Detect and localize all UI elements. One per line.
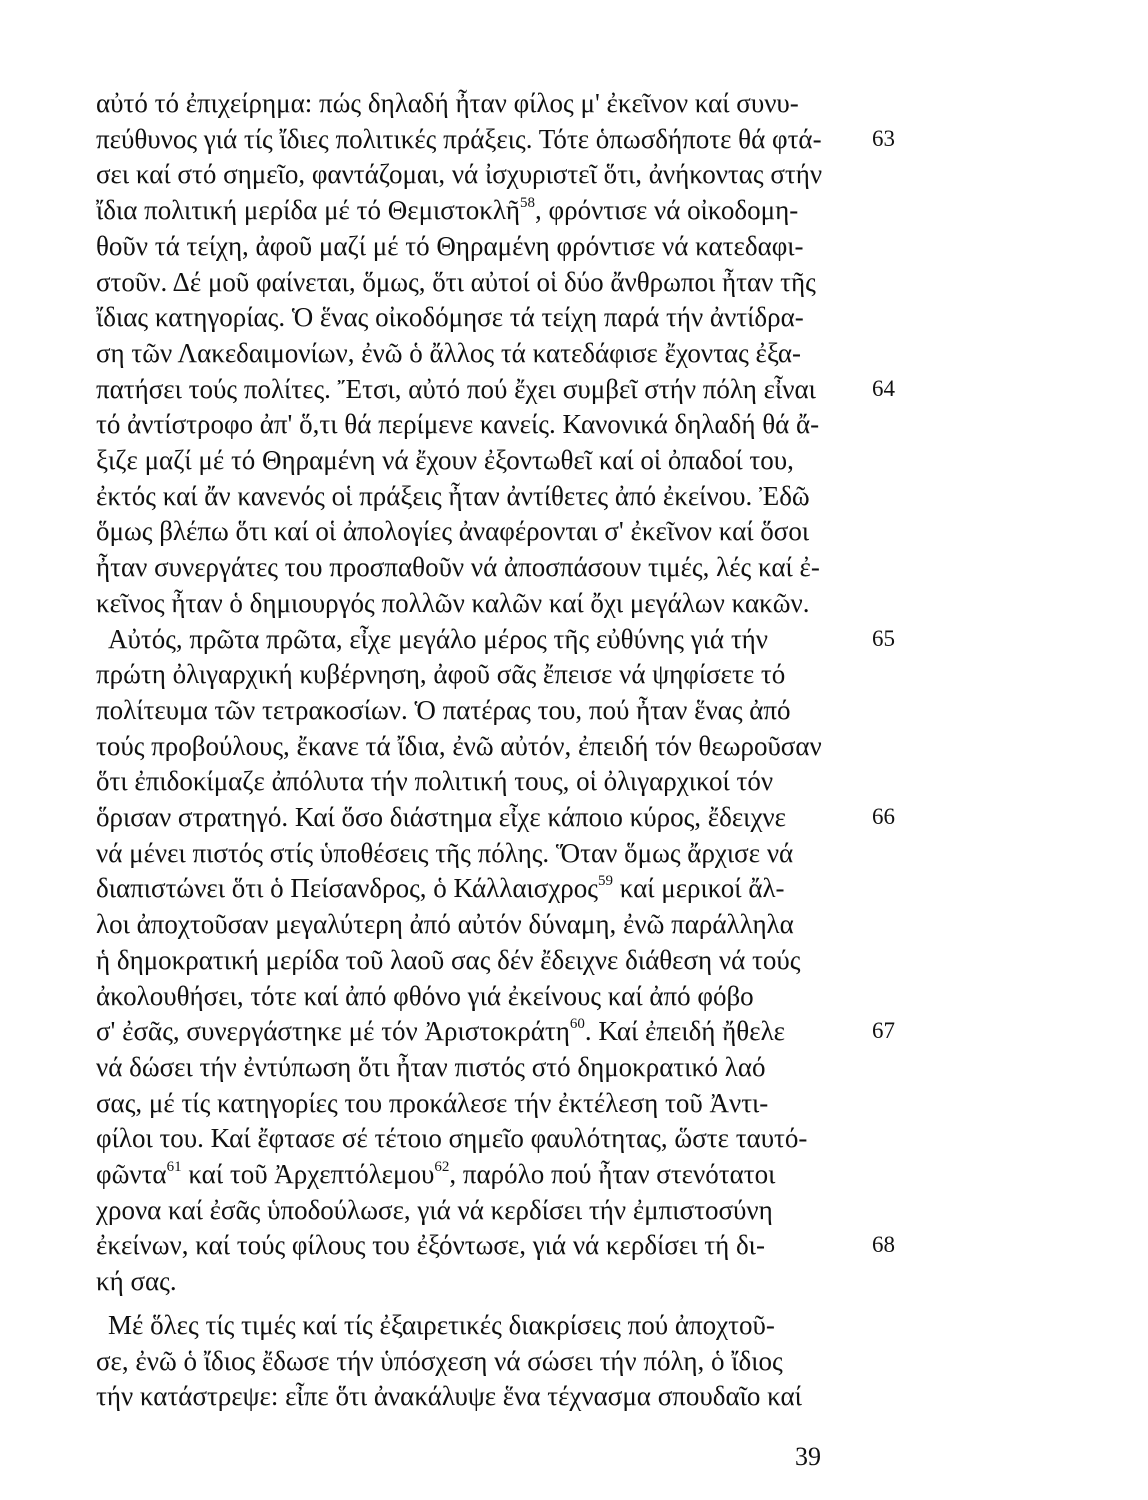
text-line: ἴδια πολιτική μερίδα μέ τό Θεμιστοκλῆ$^{58}$, φρόντισε νά οἰκοδομη- — [96, 195, 799, 225]
text-line: λοι ἀποχτοῦσαν μεγαλύτερη ἀπό αὐτόν δύναμη, ἐνῶ παράλληλα — [96, 909, 794, 939]
text-line: πατήσει τούς πολίτες. Ἔτσι, αὐτό πού ἔχει συμβεῖ στήν πόλη εἶναι — [96, 374, 816, 404]
text-line: στοῦν. Δέ μοῦ φαίνεται, ὅμως, ὅτι αὐτοί οἱ δύο ἄνθρωποι ἦταν τῆς — [96, 267, 816, 297]
text-line: Αὐτός, πρῶτα πρῶτα, εἶχε μεγάλο μέρος τῆς εὐθύνης γιά τήν — [108, 624, 768, 654]
text-line: ἐκείνων, καί τούς φίλους του ἐξόντωσε, γιά νά κερδίσει τή δι- — [96, 1230, 765, 1260]
section-number: 63 — [872, 126, 895, 151]
text-line: ση τῶν Λακεδαιμονίων, ἐνῶ ὁ ἄλλος τά κατεδάφισε ἔχοντας ἐξα- — [96, 338, 802, 368]
text-line: κεῖνος ἦταν ὁ δημιουργός πολλῶν καλῶν καί ὄχι μεγάλων κακῶν. — [96, 588, 810, 618]
text-line: θοῦν τά τείχη, ἀφοῦ μαζί μέ τό Θηραμένη φρόντισε νά κατεδαφι- — [96, 231, 804, 261]
text-line: σε, ἐνῶ ὁ ἴδιος ἔδωσε τήν ὑπόσχεση νά σώσει τήν πόλη, ὁ ἴδιος — [96, 1346, 783, 1376]
text-line: πεύθυνος γιά τίς ἴδιες πολιτικές πράξεις. Τότε ὁπωσδήποτε θά φτά- — [96, 124, 822, 154]
text-line: τό ἀντίστροφο ἀπ' ὅ,τι θά περίμενε κανείς. Κανονικά δηλαδή θά ἄ- — [96, 409, 820, 439]
text-line: φίλοι του. Καί ἔφτασε σέ τέτοιο σημεῖο φαυλότητας, ὥστε ταυτό- — [96, 1123, 808, 1153]
section-number: 68 — [872, 1232, 895, 1257]
text-line: νά δώσει τήν ἐντύπωση ὅτι ἦταν πιστός στό δημοκρατικό λαό — [96, 1052, 766, 1082]
text-line: ξιζε μαζί μέ τό Θηραμένη νά ἔχουν ἐξοντωθεῖ καί οἱ ὀπαδοί του, — [96, 445, 794, 475]
section-number: 64 — [872, 376, 895, 401]
text-line: αὐτό τό ἐπιχείρημα: πώς δηλαδή ἦταν φίλος μ' ἐκεῖνον καί συνυ- — [96, 88, 799, 118]
text-line: ὅρισαν στρατηγό. Καί ὅσο διάστημα εἶχε κάποιο κύρος, ἔδειχνε — [96, 802, 786, 832]
text-line: ἀκολουθήσει, τότε καί ἀπό φθόνο γιά ἐκείνους καί ἀπό φόβο — [96, 981, 754, 1011]
text-line: ὅμως βλέπω ὅτι καί οἱ ἀπολογίες ἀναφέρονται σ' ἐκεῖνον καί ὅσοι — [96, 516, 810, 546]
text-line: τήν κατάστρεψε: εἶπε ὅτι ἀνακάλυψε ἕνα τέχνασμα σπουδαῖο καί — [96, 1381, 802, 1411]
text-line: νά μένει πιστός στίς ὑποθέσεις τῆς πόλης. Ὅταν ὅμως ἄρχισε νά — [96, 838, 794, 868]
section-number: 66 — [872, 804, 895, 829]
page-number: 39 — [795, 1442, 821, 1471]
text-line: πρώτη ὀλιγαρχική κυβέρνηση, ἀφοῦ σᾶς ἔπεισε νά ψηφίσετε τό — [96, 659, 786, 689]
text-line: φῶντα$^{61}$ καί τοῦ Ἀρχεπτόλεμου$^{62}$, παρόλο πού ἦταν στενότατοι — [96, 1159, 776, 1189]
text-line: ὅτι ἐπιδοκίμαζε ἀπόλυτα τήν πολιτική τους, οἱ ὀλιγαρχικοί τόν — [96, 766, 774, 796]
footnote-ref: 59 — [597, 873, 613, 889]
section-number: 67 — [872, 1018, 895, 1043]
text-line: Μέ ὅλες τίς τιμές καί τίς ἐξαιρετικές διακρίσεις πού ἀποχτοῦ- — [108, 1310, 775, 1340]
footnote-ref: 58 — [520, 195, 536, 211]
footnote-ref: 62 — [434, 1159, 450, 1175]
footnote-ref: 61 — [166, 1159, 182, 1175]
text-line: πολίτευμα τῶν τετρακοσίων. Ὁ πατέρας του, πού ἦταν ἕνας ἀπό — [96, 695, 791, 725]
footnote-ref: 60 — [569, 1016, 585, 1032]
text-line: σας, μέ τίς κατηγορίες του προκάλεσε τήν ἐκτέλεση τοῦ Ἀντι- — [96, 1088, 769, 1118]
text-line: σει καί στό σημεῖο, φαντάζομαι, νά ἰσχυριστεῖ ὅτι, ἀνήκοντας στήν — [96, 159, 823, 189]
text-line: ἴδιας κατηγορίας. Ὁ ἕνας οἰκοδόμησε τά τείχη παρά τήν ἀντίδρα- — [96, 302, 804, 332]
text-line: διαπιστώνει ὅτι ὁ Πείσανδρος, ὁ Κάλλαισχρος$^{59}$ καί μερικοί ἄλ- — [96, 873, 785, 903]
section-number: 65 — [872, 626, 895, 651]
text-line: τούς προβούλους, ἔκανε τά ἴδια, ἐνῶ αὐτόν, ἐπειδή τόν θεωροῦσαν — [96, 731, 822, 761]
text-line: ἦταν συνεργάτες του προσπαθοῦν νά ἀποσπάσουν τιμές, λές καί ἐ- — [96, 552, 820, 582]
text-line: χρονα καί ἐσᾶς ὑποδούλωσε, γιά νά κερδίσει τήν ἐμπιστοσύνη — [96, 1195, 773, 1225]
text-line: ἐκτός καί ἄν κανενός οἱ πράξεις ἦταν ἀντίθετες ἀπό ἐκείνου. Ἐδῶ — [96, 481, 810, 511]
text-line: ἡ δημοκρατική μερίδα τοῦ λαοῦ σας δέν ἔδειχνε διάθεση νά τούς — [96, 945, 801, 975]
text-line: σ' ἐσᾶς, συνεργάστηκε μέ τόν Ἀριστοκράτη$^{60}$. Καί ἐπειδή ἤθελε — [96, 1016, 785, 1046]
text-line: κή σας. — [96, 1266, 177, 1296]
